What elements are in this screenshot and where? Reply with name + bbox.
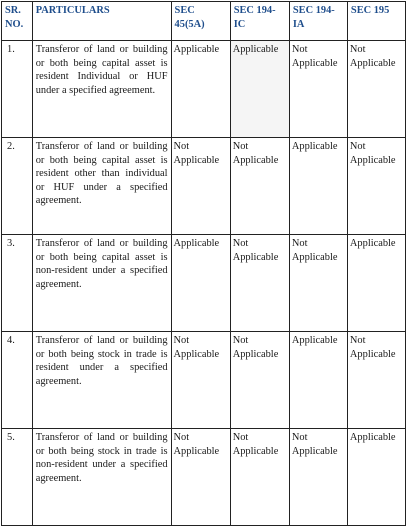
cell-sec-45-5a: Applicable	[171, 41, 230, 138]
table-row	[2, 41, 406, 138]
cell-sec-195: Applicable	[347, 429, 405, 526]
applicability-table-container	[1, 1, 406, 526]
cell-sec-194-ia: Not Applicable	[289, 235, 347, 332]
cell-sec-194-ia: Not Applicable	[289, 429, 347, 526]
table-row	[2, 235, 406, 332]
table-row	[2, 138, 406, 235]
cell-sr-no: 1.	[2, 41, 33, 138]
cell-sec-45-5a: Applicable	[171, 235, 230, 332]
header-row	[2, 2, 406, 41]
cell-sec-45-5a: Not Applicable	[171, 332, 230, 429]
cell-sr-no: 3.	[2, 235, 33, 332]
header-sec-194-ia: SEC 194-IA	[289, 2, 347, 41]
table-row	[2, 332, 406, 429]
cell-particulars: Transferor of land or building or both being capital asset is resident other than individual or HUF under a specified agreement.	[32, 138, 171, 235]
cell-particulars: Transferor of land or building or both being capital asset is non-resident under a specified agreement.	[32, 235, 171, 332]
cell-sec-195: Not Applicable	[347, 138, 405, 235]
header-particulars: PARTICULARS	[32, 2, 171, 41]
cell-particulars: Transferor of land or building or both being stock in trade is resident under a specified agreement.	[32, 332, 171, 429]
cell-sr-no: 5.	[2, 429, 33, 526]
applicability-table	[1, 1, 406, 526]
cell-sec-194-ic: Not Applicable	[230, 235, 289, 332]
cell-sec-194-ia: Not Applicable	[289, 41, 347, 138]
cell-sec-194-ic: Not Applicable	[230, 138, 289, 235]
header-sec-195: SEC 195	[347, 2, 405, 41]
cell-sec-45-5a: Not Applicable	[171, 429, 230, 526]
cell-sec-195: Applicable	[347, 235, 405, 332]
cell-sec-45-5a: Not Applicable	[171, 138, 230, 235]
cell-particulars: Transferor of land or building or both being capital asset is resident Individual or HUF under a specified agreement.	[32, 41, 171, 138]
cell-sec-195: Not Applicable	[347, 332, 405, 429]
cell-sec-194-ic: Applicable	[230, 41, 289, 138]
header-sec-194-ic: SEC 194-IC	[230, 2, 289, 41]
cell-sec-195: Not Applicable	[347, 41, 405, 138]
cell-sec-194-ia: Applicable	[289, 332, 347, 429]
cell-particulars: Transferor of land or building or both being stock in trade is non-resident under a specified agreement.	[32, 429, 171, 526]
header-sr-no: SR. NO.	[2, 2, 33, 41]
cell-sec-194-ia: Applicable	[289, 138, 347, 235]
table-row	[2, 429, 406, 526]
cell-sec-194-ic: Not Applicable	[230, 332, 289, 429]
cell-sr-no: 2.	[2, 138, 33, 235]
header-sec-45-5a: SEC 45(5A)	[171, 2, 230, 41]
cell-sr-no: 4.	[2, 332, 33, 429]
cell-sec-194-ic: Not Applicable	[230, 429, 289, 526]
